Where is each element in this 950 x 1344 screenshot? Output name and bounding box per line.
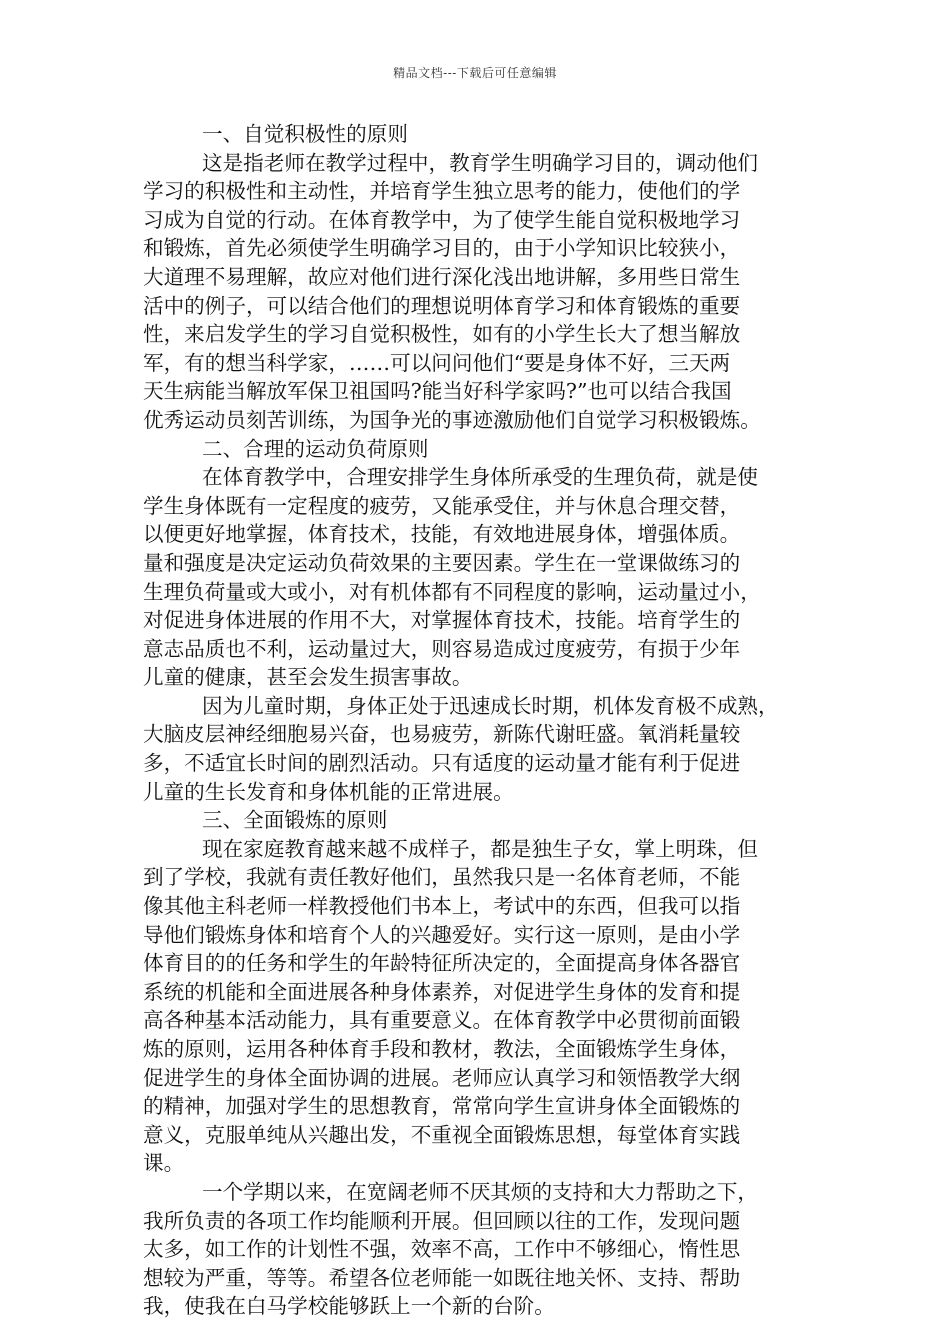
paragraph-line: 系统的机能和全面进展各种身体素养，对促进学生身体的发育和提	[143, 979, 741, 1004]
paragraph-line: 生理负荷量或大或小，对有机体都有不同程度的影响，运动量过小，	[143, 579, 761, 604]
paragraph-line: 体育目的的任务和学生的年龄特征所决定的，全面提高身体各器官	[143, 951, 741, 976]
paragraph-line: 多，不适宜长时间的剧烈活动。只有适度的运动量才能有利于促进	[143, 751, 741, 776]
paragraph-line: 一个学期以来，在宽阔老师不厌其烦的支持和大力帮助之下，	[202, 1179, 759, 1204]
paragraph-line: 意志品质也不利，运动量过大，则容易造成过度疲劳，有损于少年	[143, 636, 741, 661]
section-heading-3: 三、全面锻炼的原则	[202, 808, 388, 833]
paragraph-line: 大道理不易理解，故应对他们进行深化浅出地讲解，多用些日常生	[143, 264, 741, 289]
paragraph-line: 学生身体既有一定程度的疲劳，又能承受住，并与休息合理交替，	[143, 493, 741, 518]
document-body	[143, 120, 815, 1321]
paragraph-line: 到了学校，我就有责任教好他们，虽然我只是一名体育老师，不能	[143, 865, 741, 890]
paragraph-line: 军，有的想当科学家，……可以问问他们“要是身体不好，三天两	[143, 350, 731, 375]
paragraph-line: 这是指老师在教学过程中，教育学生明确学习目的，调动他们	[202, 150, 759, 175]
paragraph-line: 课。	[143, 1151, 185, 1176]
paragraph-line: 优秀运动员刻苦训练，为国争光的事迹激励他们自觉学习积极锻炼。	[143, 407, 761, 432]
paragraph-line: 我所负责的各项工作均能顺利开展。但回顾以往的工作，发现问题	[143, 1208, 741, 1233]
paragraph-line: 量和强度是决定运动负荷效果的主要因素。学生在一堂课做练习的	[143, 550, 741, 575]
page-header-watermark: 精品文档---下载后可任意编辑	[393, 66, 557, 80]
paragraph-line: 我，使我在白马学校能够跃上一个新的台阶。	[143, 1294, 555, 1319]
paragraph-line: 儿童的生长发育和身体机能的正常进展。	[143, 779, 514, 804]
paragraph-line: 性，来启发学生的学习自觉积极性，如有的小学生长大了想当解放	[143, 322, 741, 347]
paragraph-line: 想较为严重，等等。希望各位老师能一如既往地关怀、支持、帮助	[143, 1265, 741, 1290]
paragraph-line: 对促进身体进展的作用不大，对掌握体育技术，技能。培育学生的	[143, 608, 741, 633]
paragraph-line: 像其他主科老师一样教授他们书本上，考试中的东西，但我可以指	[143, 894, 741, 919]
section-heading-1: 一、自觉积极性的原则	[202, 122, 408, 146]
paragraph-line: 意义，克服单纯从兴趣出发，不重视全面锻炼思想，每堂体育实践	[143, 1122, 741, 1147]
paragraph-line: 导他们锻炼身体和培育个人的兴趣爱好。实行这一原则，是由小学	[143, 922, 741, 947]
paragraph-1	[143, 149, 815, 435]
paragraph-3	[143, 692, 815, 806]
paragraph-line: 的精神，加强对学生的思想教育，常常向学生宣讲身体全面锻炼的	[143, 1094, 741, 1119]
paragraph-line: 天生病能当解放军保卫祖国吗?能当好科学家吗?”也可以结合我国	[143, 379, 732, 404]
paragraph-4	[143, 835, 815, 1178]
paragraph-line: 促进学生的身体全面协调的进展。老师应认真学习和领悟教学大纲	[143, 1065, 741, 1090]
paragraph-5	[143, 1178, 815, 1321]
paragraph-line: 炼的原则，运用各种体育手段和教材，教法，全面锻炼学生身体，	[143, 1037, 741, 1061]
paragraph-line: 和锻炼，首先必须使学生明确学习目的，由于小学知识比较狭小，	[143, 236, 741, 261]
paragraph-line: 大脑皮层神经细胞易兴奋，也易疲劳，新陈代谢旺盛。氧消耗量较	[143, 722, 741, 747]
section-heading-2: 二、合理的运动负荷原则	[202, 436, 429, 461]
paragraph-line: 太多，如工作的计划性不强，效率不高，工作中不够细心，惰性思	[143, 1237, 741, 1262]
paragraph-2	[143, 463, 815, 692]
paragraph-line: 高各种基本活动能力，具有重要意义。在体育教学中必贯彻前面锻	[143, 1008, 741, 1033]
paragraph-line: 活中的例子，可以结合他们的理想说明体育学习和体育锻炼的重要	[143, 293, 741, 318]
paragraph-line: 儿童的健康，甚至会发生损害事故。	[143, 665, 473, 690]
paragraph-line: 学习的积极性和主动性，并培育学生独立思考的能力，使他们的学	[143, 179, 741, 204]
paragraph-line: 因为儿童时期，身体正处于迅速成长时期，机体发育极不成熟，	[202, 693, 779, 718]
paragraph-line: 在体育教学中，合理安排学生身体所承受的生理负荷，就是使	[202, 465, 759, 490]
paragraph-line: 习成为自觉的行动。在体育教学中，为了使学生能自觉积极地学习	[143, 207, 741, 232]
paragraph-line: 以便更好地掌握，体育技术，技能，有效地进展身体，增强体质。	[143, 522, 741, 547]
paragraph-line: 现在家庭教育越来越不成样子，都是独生子女，掌上明珠，但	[202, 836, 759, 861]
